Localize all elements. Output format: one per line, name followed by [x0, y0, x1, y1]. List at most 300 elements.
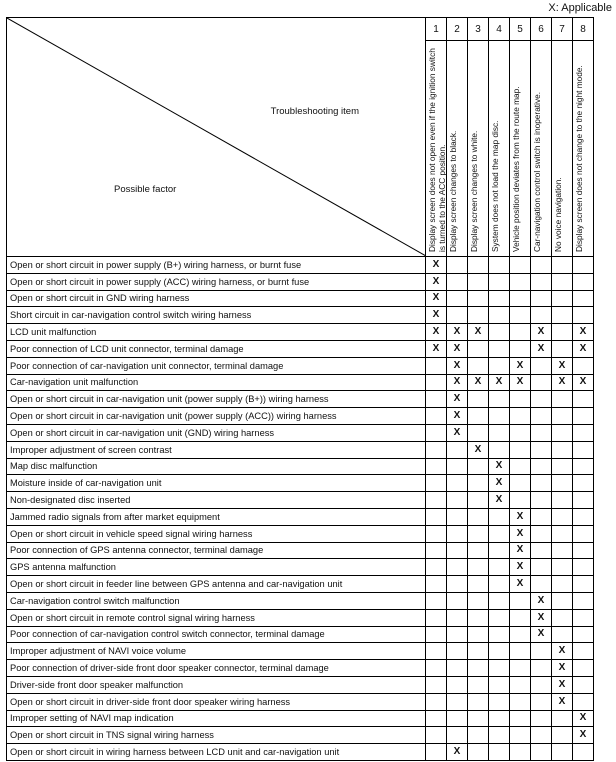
mark-cell — [552, 475, 573, 492]
mark-cell — [510, 424, 531, 441]
table-row — [7, 424, 594, 441]
mark-cell — [573, 257, 594, 274]
factor-label: Poor connection of car-navigation unit connector, terminal damage — [7, 357, 426, 374]
mark-cell — [426, 592, 447, 609]
mark-cell: X — [510, 374, 531, 391]
factor-label: Open or short circuit in power supply (B+) wiring harness, or burnt fuse — [7, 257, 426, 274]
mark-cell — [426, 643, 447, 660]
table-row — [7, 626, 594, 643]
mark-cell — [426, 710, 447, 727]
mark-cell — [468, 257, 489, 274]
factor-label: Car-navigation unit malfunction — [7, 374, 426, 391]
mark-cell — [468, 676, 489, 693]
mark-cell: X — [552, 660, 573, 677]
mark-cell — [447, 475, 468, 492]
factor-label: Map disc malfunction — [7, 458, 426, 475]
mark-cell: X — [447, 340, 468, 357]
mark-cell — [489, 660, 510, 677]
mark-cell: X — [573, 324, 594, 341]
mark-cell: X — [489, 374, 510, 391]
mark-cell — [426, 424, 447, 441]
item-number-7: 7 — [552, 18, 573, 41]
mark-cell: X — [468, 374, 489, 391]
mark-cell — [531, 542, 552, 559]
mark-cell — [573, 408, 594, 425]
table-row — [7, 273, 594, 290]
mark-cell — [468, 559, 489, 576]
mark-cell — [573, 542, 594, 559]
mark-cell — [489, 676, 510, 693]
factor-label: Open or short circuit in TNS signal wiring harness — [7, 727, 426, 744]
mark-cell — [489, 710, 510, 727]
mark-cell — [468, 626, 489, 643]
mark-cell — [552, 609, 573, 626]
item-label-4: System does not load the map disc. — [490, 120, 500, 252]
mark-cell — [447, 592, 468, 609]
item-label-8: Display screen does not change to the night mode. — [574, 65, 584, 252]
factor-label: Short circuit in car-navigation control switch wiring harness — [7, 307, 426, 324]
mark-cell — [468, 693, 489, 710]
legend: X: Applicable — [548, 2, 612, 14]
mark-cell: X — [489, 492, 510, 509]
mark-cell — [468, 458, 489, 475]
mark-cell: X — [510, 559, 531, 576]
mark-cell — [573, 475, 594, 492]
mark-cell — [447, 660, 468, 677]
mark-cell — [426, 693, 447, 710]
mark-cell — [489, 559, 510, 576]
item-number-6: 6 — [531, 18, 552, 41]
item-label-2: Display screen changes to black. — [448, 130, 458, 252]
mark-cell — [552, 340, 573, 357]
mark-cell — [531, 710, 552, 727]
mark-cell — [426, 374, 447, 391]
mark-cell — [447, 693, 468, 710]
table-row — [7, 643, 594, 660]
mark-cell — [468, 643, 489, 660]
mark-cell — [489, 408, 510, 425]
mark-cell — [510, 626, 531, 643]
mark-cell — [552, 424, 573, 441]
mark-cell: X — [573, 340, 594, 357]
mark-cell — [447, 727, 468, 744]
mark-cell: X — [573, 727, 594, 744]
item-number-4: 4 — [489, 18, 510, 41]
mark-cell: X — [573, 374, 594, 391]
mark-cell — [447, 710, 468, 727]
mark-cell — [426, 357, 447, 374]
mark-cell: X — [489, 475, 510, 492]
mark-cell — [531, 676, 552, 693]
mark-cell: X — [531, 626, 552, 643]
troubleshooting-item-heading: Troubleshooting item — [270, 106, 359, 117]
factor-label: Open or short circuit in car-navigation unit (power supply (B+)) wiring harness — [7, 391, 426, 408]
mark-cell — [447, 458, 468, 475]
mark-cell — [489, 391, 510, 408]
mark-cell — [489, 727, 510, 744]
mark-cell — [468, 424, 489, 441]
mark-cell — [426, 626, 447, 643]
table-row — [7, 324, 594, 341]
mark-cell — [531, 525, 552, 542]
mark-cell — [552, 408, 573, 425]
table-row — [7, 576, 594, 593]
mark-cell — [531, 576, 552, 593]
mark-cell — [468, 525, 489, 542]
mark-cell — [573, 492, 594, 509]
mark-cell — [531, 357, 552, 374]
mark-cell — [426, 525, 447, 542]
mark-cell — [489, 324, 510, 341]
mark-cell: X — [552, 693, 573, 710]
mark-cell — [489, 592, 510, 609]
mark-cell — [552, 626, 573, 643]
table-row — [7, 408, 594, 425]
mark-cell — [447, 643, 468, 660]
mark-cell — [573, 508, 594, 525]
mark-cell: X — [531, 324, 552, 341]
mark-cell — [510, 391, 531, 408]
item-label-cell-5 — [510, 41, 531, 257]
mark-cell — [573, 643, 594, 660]
mark-cell — [489, 441, 510, 458]
mark-cell — [573, 458, 594, 475]
mark-cell — [468, 492, 489, 509]
mark-cell — [531, 643, 552, 660]
item-label-cell-6 — [531, 41, 552, 257]
item-number-2: 2 — [447, 18, 468, 41]
table-row — [7, 391, 594, 408]
mark-cell — [447, 559, 468, 576]
mark-cell — [510, 744, 531, 761]
mark-cell — [447, 441, 468, 458]
factor-label: Poor connection of car-navigation control switch connector, terminal damage — [7, 626, 426, 643]
mark-cell — [468, 391, 489, 408]
mark-cell — [510, 660, 531, 677]
table-row — [7, 374, 594, 391]
mark-cell — [426, 441, 447, 458]
mark-cell — [531, 727, 552, 744]
factor-label: LCD unit malfunction — [7, 324, 426, 341]
mark-cell — [426, 475, 447, 492]
mark-cell — [531, 290, 552, 307]
mark-cell — [531, 559, 552, 576]
item-label-7: No voice navigation. — [553, 177, 563, 252]
mark-cell — [573, 307, 594, 324]
mark-cell — [447, 492, 468, 509]
item-label-1: Display screen does not open even if the ignition switch is turned to the ACC position. — [427, 48, 447, 252]
mark-cell: X — [447, 391, 468, 408]
mark-cell: X — [510, 508, 531, 525]
mark-cell: X — [447, 324, 468, 341]
table-row — [7, 441, 594, 458]
item-label-cell-7 — [552, 41, 573, 257]
mark-cell: X — [531, 592, 552, 609]
mark-cell: X — [468, 441, 489, 458]
mark-cell — [468, 475, 489, 492]
mark-cell — [468, 542, 489, 559]
mark-cell — [552, 525, 573, 542]
mark-cell — [573, 273, 594, 290]
factor-label: Car-navigation control switch malfunction — [7, 592, 426, 609]
mark-cell — [510, 676, 531, 693]
mark-cell — [468, 576, 489, 593]
mark-cell — [531, 475, 552, 492]
mark-cell: X — [426, 273, 447, 290]
mark-cell — [531, 374, 552, 391]
mark-cell — [573, 693, 594, 710]
factor-label: Moisture inside of car-navigation unit — [7, 475, 426, 492]
mark-cell: X — [426, 340, 447, 357]
mark-cell — [426, 609, 447, 626]
mark-cell — [489, 290, 510, 307]
mark-cell — [531, 408, 552, 425]
mark-cell — [426, 660, 447, 677]
table-row — [7, 340, 594, 357]
factor-label: Open or short circuit in car-navigation unit (GND) wiring harness — [7, 424, 426, 441]
mark-cell — [531, 257, 552, 274]
mark-cell — [447, 257, 468, 274]
table-row — [7, 357, 594, 374]
mark-cell — [531, 458, 552, 475]
mark-cell — [489, 273, 510, 290]
mark-cell — [552, 307, 573, 324]
mark-cell — [447, 508, 468, 525]
mark-cell — [510, 307, 531, 324]
mark-cell — [510, 458, 531, 475]
mark-cell — [447, 626, 468, 643]
mark-cell: X — [552, 357, 573, 374]
mark-cell — [489, 542, 510, 559]
item-label-5: Vehicle position deviates from the route map. — [511, 86, 521, 252]
mark-cell — [447, 273, 468, 290]
mark-cell: X — [552, 676, 573, 693]
table-row — [7, 676, 594, 693]
mark-cell — [552, 542, 573, 559]
diagonal-divider — [7, 18, 426, 256]
table-row — [7, 290, 594, 307]
mark-cell — [426, 559, 447, 576]
table-row — [7, 458, 594, 475]
mark-cell — [510, 475, 531, 492]
mark-cell — [468, 408, 489, 425]
mark-cell — [489, 626, 510, 643]
mark-cell — [573, 660, 594, 677]
mark-cell: X — [447, 374, 468, 391]
mark-cell — [426, 408, 447, 425]
factor-label: Poor connection of LCD unit connector, terminal damage — [7, 340, 426, 357]
mark-cell — [510, 592, 531, 609]
mark-cell — [552, 324, 573, 341]
mark-cell — [573, 559, 594, 576]
table-row — [7, 475, 594, 492]
mark-cell — [531, 508, 552, 525]
mark-cell — [489, 525, 510, 542]
mark-cell — [447, 525, 468, 542]
table-row — [7, 744, 594, 761]
factor-label: Open or short circuit in driver-side front door speaker wiring harness — [7, 693, 426, 710]
mark-cell: X — [510, 525, 531, 542]
mark-cell — [573, 592, 594, 609]
mark-cell — [510, 273, 531, 290]
mark-cell: X — [531, 609, 552, 626]
factor-label: Improper adjustment of NAVI voice volume — [7, 643, 426, 660]
mark-cell — [573, 441, 594, 458]
mark-cell — [531, 693, 552, 710]
mark-cell — [552, 492, 573, 509]
mark-cell — [510, 257, 531, 274]
mark-cell — [573, 744, 594, 761]
mark-cell — [489, 643, 510, 660]
table-row — [7, 542, 594, 559]
table-row — [7, 525, 594, 542]
item-number-3: 3 — [468, 18, 489, 41]
mark-cell — [489, 609, 510, 626]
mark-cell — [531, 391, 552, 408]
table-row — [7, 257, 594, 274]
mark-cell — [510, 643, 531, 660]
mark-cell — [489, 693, 510, 710]
mark-cell — [447, 676, 468, 693]
mark-cell — [489, 340, 510, 357]
factor-label: GPS antenna malfunction — [7, 559, 426, 576]
mark-cell — [510, 441, 531, 458]
mark-cell — [552, 458, 573, 475]
mark-cell — [510, 710, 531, 727]
mark-cell — [552, 441, 573, 458]
mark-cell — [573, 525, 594, 542]
mark-cell — [489, 357, 510, 374]
mark-cell — [510, 693, 531, 710]
mark-cell — [573, 290, 594, 307]
factor-label: Poor connection of GPS antenna connector, terminal damage — [7, 542, 426, 559]
mark-cell — [426, 744, 447, 761]
mark-cell — [510, 727, 531, 744]
mark-cell — [531, 273, 552, 290]
mark-cell — [426, 458, 447, 475]
mark-cell — [468, 290, 489, 307]
factor-label: Open or short circuit in car-navigation unit (power supply (ACC)) wiring harness — [7, 408, 426, 425]
mark-cell: X — [426, 307, 447, 324]
mark-cell — [468, 710, 489, 727]
factor-label: Open or short circuit in GND wiring harness — [7, 290, 426, 307]
mark-cell — [426, 492, 447, 509]
mark-cell — [531, 744, 552, 761]
mark-cell — [552, 710, 573, 727]
mark-cell — [489, 576, 510, 593]
mark-cell — [531, 660, 552, 677]
mark-cell — [426, 391, 447, 408]
mark-cell — [447, 542, 468, 559]
mark-cell — [573, 609, 594, 626]
table-row — [7, 559, 594, 576]
mark-cell — [489, 257, 510, 274]
factor-label: Improper setting of NAVI map indication — [7, 710, 426, 727]
mark-cell — [552, 508, 573, 525]
mark-cell — [468, 357, 489, 374]
mark-cell — [531, 441, 552, 458]
mark-cell — [468, 660, 489, 677]
table-row — [7, 693, 594, 710]
mark-cell: X — [510, 357, 531, 374]
mark-cell — [573, 424, 594, 441]
mark-cell — [489, 508, 510, 525]
mark-cell — [510, 408, 531, 425]
mark-cell — [447, 307, 468, 324]
item-number-5: 5 — [510, 18, 531, 41]
mark-cell — [573, 357, 594, 374]
mark-cell — [531, 424, 552, 441]
mark-cell — [552, 559, 573, 576]
item-number-1: 1 — [426, 18, 447, 41]
mark-cell — [447, 290, 468, 307]
item-number-8: 8 — [573, 18, 594, 41]
mark-cell — [468, 609, 489, 626]
item-label-cell-4 — [489, 41, 510, 257]
mark-cell — [426, 676, 447, 693]
table-row — [7, 492, 594, 509]
mark-cell: X — [552, 374, 573, 391]
factor-label: Poor connection of driver-side front door speaker connector, terminal damage — [7, 660, 426, 677]
mark-cell — [426, 576, 447, 593]
mark-cell: X — [531, 340, 552, 357]
mark-cell — [510, 340, 531, 357]
diagonal-header-cell — [7, 18, 426, 257]
table-row — [7, 592, 594, 609]
item-label-cell-8 — [573, 41, 594, 257]
factor-label: Open or short circuit in power supply (ACC) wiring harness, or burnt fuse — [7, 273, 426, 290]
mark-cell — [573, 391, 594, 408]
mark-cell — [468, 592, 489, 609]
mark-cell — [510, 492, 531, 509]
mark-cell: X — [489, 458, 510, 475]
factor-label: Open or short circuit in vehicle speed signal wiring harness — [7, 525, 426, 542]
mark-cell — [468, 727, 489, 744]
table-row — [7, 307, 594, 324]
mark-cell — [489, 424, 510, 441]
mark-cell: X — [426, 290, 447, 307]
table-row — [7, 508, 594, 525]
item-label-6: Car-navigation control switch is inoperative. — [532, 91, 542, 252]
mark-cell — [510, 324, 531, 341]
factor-label: Driver-side front door speaker malfunction — [7, 676, 426, 693]
mark-cell — [552, 391, 573, 408]
mark-cell — [531, 307, 552, 324]
mark-cell: X — [447, 408, 468, 425]
factor-label: Open or short circuit in remote control signal wiring harness — [7, 609, 426, 626]
mark-cell — [552, 727, 573, 744]
item-label-3: Display screen changes to white. — [469, 130, 479, 252]
mark-cell — [468, 307, 489, 324]
mark-cell: X — [510, 576, 531, 593]
mark-cell — [573, 576, 594, 593]
factor-label: Improper adjustment of screen contrast — [7, 441, 426, 458]
troubleshooting-table — [6, 17, 594, 761]
mark-cell — [468, 273, 489, 290]
item-label-cell-2 — [447, 41, 468, 257]
mark-cell — [468, 508, 489, 525]
mark-cell: X — [447, 744, 468, 761]
mark-cell — [447, 576, 468, 593]
mark-cell: X — [426, 257, 447, 274]
factor-label: Open or short circuit in wiring harness between LCD unit and car-navigation unit — [7, 744, 426, 761]
mark-cell: X — [426, 324, 447, 341]
mark-cell — [531, 492, 552, 509]
mark-cell: X — [573, 710, 594, 727]
mark-cell — [426, 508, 447, 525]
factor-label: Jammed radio signals from after market equipment — [7, 508, 426, 525]
mark-cell: X — [552, 643, 573, 660]
